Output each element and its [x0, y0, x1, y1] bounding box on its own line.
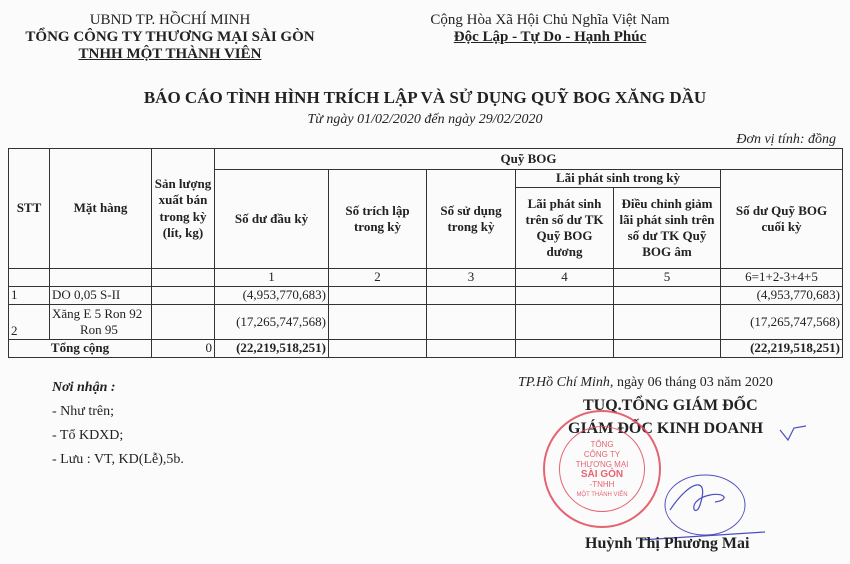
country-name: Cộng Hòa Xã Hội Chủ Nghĩa Việt Nam: [430, 12, 670, 28]
header-closing: Số dư Quỹ BOG cuối kỳ: [721, 170, 843, 269]
recipients-label: Nơi nhận :: [52, 380, 116, 395]
signer-name: Huỳnh Thị Phương Mai: [585, 535, 750, 552]
header-interest-positive: Lãi phát sinh trên số dư TK Quỹ BOG dương: [516, 188, 614, 269]
report-title: BÁO CÁO TÌNH HÌNH TRÍCH LẬP VÀ SỬ DỤNG QUỸ BOG XĂNG DẦU: [143, 88, 707, 107]
column-number-row: [9, 269, 843, 287]
header-right: [400, 12, 700, 46]
header-interest: Lãi phát sinh trong kỳ: [516, 170, 721, 188]
header-stt: STT: [9, 149, 50, 269]
header-interest-adjust: Điều chỉnh giảm lãi phát sinh trên số dư TK Quỹ BOG âm: [614, 188, 721, 269]
item-line: Ron 95: [80, 322, 118, 337]
table-row: [9, 305, 843, 340]
signer-title-1: TUQ.TỔNG GIÁM ĐỐC: [583, 397, 758, 414]
company-seal: TỔNG CÔNG TY THƯƠNG MẠI SÀI GÒN -TNHH MỘT THÀNH VIÊN: [543, 410, 661, 528]
handwritten-signature: [630, 420, 810, 550]
header-left: [20, 12, 320, 63]
row-opening: (17,265,747,568): [215, 305, 329, 340]
row-opening: (4,953,770,683): [215, 287, 329, 305]
table-row: [9, 287, 843, 305]
place: TP.Hồ Chí Minh,: [518, 375, 614, 390]
recipient-item: - Như trên;: [52, 404, 115, 419]
signer-title-2: GIÁM ĐỐC KINH DOANH: [568, 420, 764, 437]
col-num: 5: [614, 269, 721, 287]
row-item: DO 0,05 S-II: [50, 287, 152, 305]
header-opening: Số dư đầu kỳ: [215, 170, 329, 269]
header-used: Số sử dụng trong kỳ: [427, 170, 516, 269]
col-num: 6=1+2-3+4+5: [721, 269, 843, 287]
recipient-item: - Lưu : VT, KD(Lễ),5b.: [52, 452, 184, 467]
company-type: TNHH MỘT THÀNH VIÊN: [78, 46, 262, 62]
unit-label: Đơn vị tính: đồng: [736, 132, 836, 147]
total-opening: (22,219,518,251): [215, 340, 329, 358]
company-name: TỔNG CÔNG TY THƯƠNG MẠI SÀI GÒN: [25, 29, 315, 45]
row-stt: 1: [9, 287, 50, 305]
row-stt: 2: [9, 305, 50, 340]
total-closing: (22,219,518,251): [721, 340, 843, 358]
item-line: Xăng E 5 Ron 92: [52, 305, 143, 321]
row-item: [50, 305, 152, 340]
col-num: 2: [329, 269, 427, 287]
total-row: [9, 340, 843, 358]
header-volume: Sản lượng xuất bán trong kỳ (lít, kg): [152, 149, 215, 269]
col-num: 1: [215, 269, 329, 287]
total-label: Tổng cộng: [9, 340, 152, 358]
total-volume: 0: [152, 340, 215, 358]
col-num: 4: [516, 269, 614, 287]
recipient-item: - Tổ KDXD;: [52, 428, 124, 443]
signature-date: [518, 375, 773, 391]
recipients: [52, 376, 184, 472]
date: ngày 06 tháng 03 năm 2020: [616, 375, 773, 390]
header-item: Mặt hàng: [50, 149, 152, 269]
col-num: 3: [427, 269, 516, 287]
row-closing: (17,265,747,568): [721, 305, 843, 340]
header-allocated: Số trích lập trong kỳ: [329, 170, 427, 269]
row-closing: (4,953,770,683): [721, 287, 843, 305]
bog-fund-table: [8, 148, 843, 358]
header-fund: Quỹ BOG: [215, 149, 843, 170]
agency-name: UBND TP. HỒCHÍ MINH: [89, 12, 251, 28]
motto: Độc Lập - Tự Do - Hạnh Phúc: [453, 29, 647, 45]
report-period: Từ ngày 01/02/2020 đến ngày 29/02/2020: [307, 112, 543, 127]
